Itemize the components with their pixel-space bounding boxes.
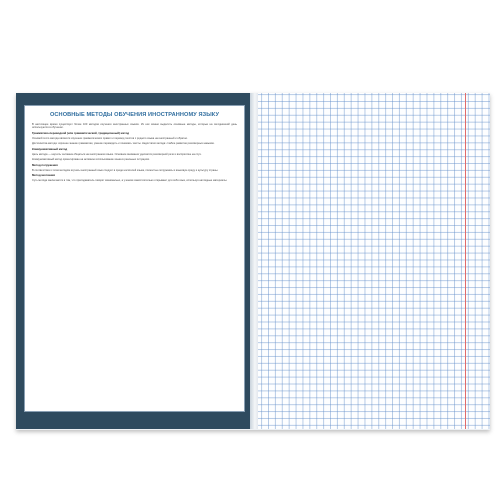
grid-page <box>258 93 490 429</box>
section-paragraph: Цель метода — научить человека общаться на иностранном языке. Основное внимание уделяется разговорной речи и восприятию на слух. <box>32 152 202 156</box>
section-paragraph: Достоинства метода: хорошее знание грамматики, умение переводить и понимать тексты. Недостатки метода: слабое развитие разговорных навыков. <box>32 142 215 146</box>
section-paragraph: Коммуникативный метод ориентирован на активное использование языка в реальных ситуациях. <box>32 158 150 162</box>
section-heading: Метод погружения <box>32 162 58 167</box>
section-heading: Метод молчания <box>32 173 56 178</box>
section-heading: Грамматико-переводной (или грамматический, традиционный) метод <box>32 130 130 135</box>
section-paragraph: Суть метода заключается в том, что преподаватель говорит минимально, а ученики самостоятельно открывают для себя язык, используя наглядные материалы. <box>32 179 228 183</box>
info-panel <box>24 105 245 412</box>
info-title: ОСНОВНЫЕ МЕТОДЫ ОБУЧЕНИЯ ИНОСТРАННОМУ ЯЗЫКУ <box>49 112 220 118</box>
section-paragraph: Основой этого метода является изучение грамматических правил и перевод текстов с родного языка на иностранный и обратно. <box>32 136 188 140</box>
info-intro: В настоящее время существует более 100 методов изучения иностранных языков. Из них можно выделить основные методы, которые на сегодняшний день используются в обучении. <box>32 122 237 130</box>
notebook-spine <box>250 93 258 429</box>
section-heading: Коммуникативный метод <box>32 146 68 151</box>
margin-line <box>465 93 466 429</box>
section-paragraph: В соответствии с этим методом изучать иностранный язык следует в среде носителей языка, полностью погружаясь в языковую среду и культуру страны. <box>32 168 219 172</box>
